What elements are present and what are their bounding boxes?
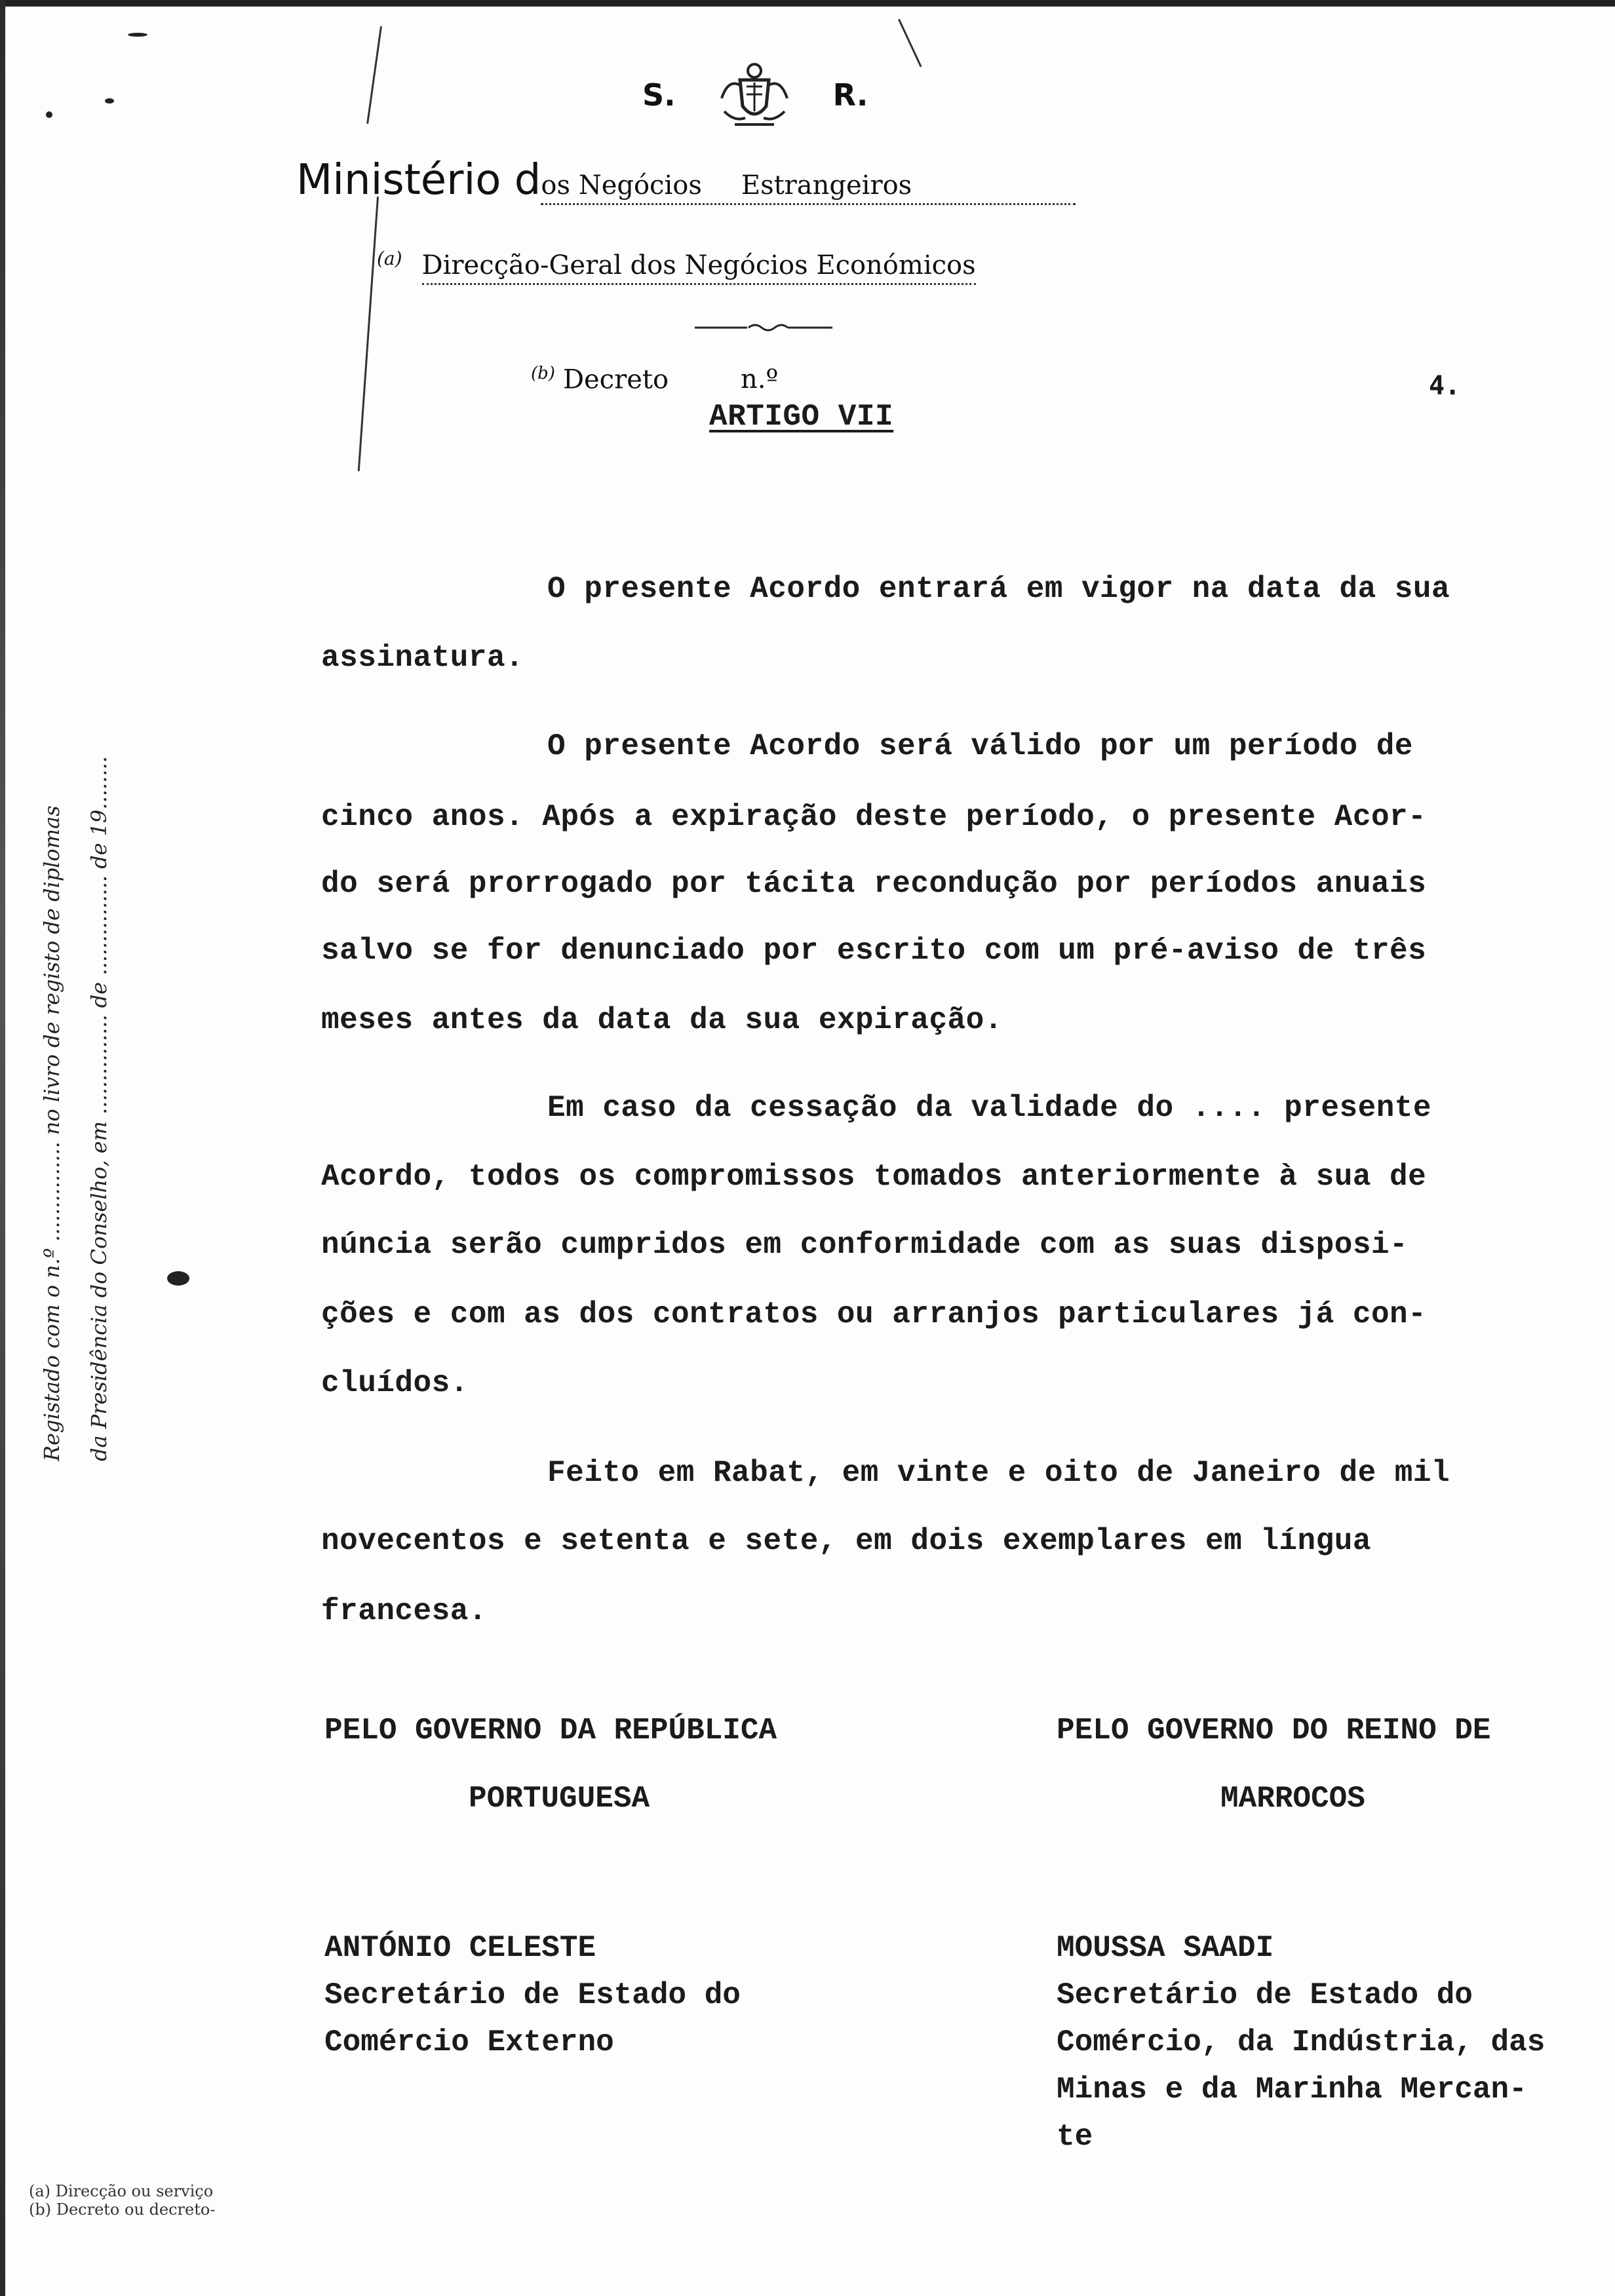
scan-mark <box>898 19 922 67</box>
direction-name: Direcção-Geral dos Negócios Económicos <box>422 250 976 285</box>
left-government-line1: PELO GOVERNO DA REPÚBLICA <box>324 1713 777 1748</box>
left-signatory-title1: Secretário de Estado do <box>324 1978 741 2012</box>
body-line: meses antes da data da sua expiração. <box>321 1003 1003 1037</box>
body-line: cinco anos. Após a expiração deste período, o presente Acor- <box>321 800 1427 834</box>
ministry-name-b: Estrangeiros <box>741 170 912 201</box>
scan-mark <box>366 26 382 124</box>
decree-marker: (b) <box>531 364 555 383</box>
right-signatory-name: MOUSSA SAADI <box>1057 1931 1274 1965</box>
left-government-line2: PORTUGUESA <box>469 1782 650 1816</box>
scan-speck <box>167 1271 189 1286</box>
decree-label: Decreto <box>562 364 669 395</box>
direction-marker: (a) <box>377 248 402 269</box>
body-line: Em caso da cessação da validade do .... presente <box>547 1091 1432 1125</box>
body-line: salvo se for denunciado por escrito com um pré-aviso de três <box>321 934 1427 968</box>
scan-speck <box>46 111 52 118</box>
letterhead-arms <box>642 59 868 131</box>
right-signatory-title3: Minas e da Marinha Mercan- <box>1057 2073 1527 2107</box>
registration-line2: da Presidência do Conselho, em ............... de ............... de 19........ <box>87 756 111 1461</box>
right-signatory-title4: te <box>1057 2120 1093 2154</box>
body-line: do será prorrogado por tácita recondução por períodos anuais <box>321 867 1427 901</box>
signatory-left <box>324 1712 777 2061</box>
signatory-right <box>1057 1712 1545 2156</box>
footnote-b: (b) Decreto ou decreto- <box>29 2200 216 2219</box>
body-line: Acordo, todos os compromissos tomados anteriormente à sua de <box>321 1160 1427 1194</box>
body-line: cluídos. <box>321 1366 469 1400</box>
letterhead-left-initial: S. <box>642 77 676 113</box>
body-line: O presente Acordo entrará em vigor na data da sua <box>547 572 1450 606</box>
ministry-title <box>296 156 1076 205</box>
body-line: núncia serão cumpridos em conformidade com as suas disposi- <box>321 1228 1409 1262</box>
body-line: ções e com as dos contratos ou arranjos particulares já con- <box>321 1297 1427 1331</box>
body-line: assinatura. <box>321 641 524 675</box>
registration-line1: Registado com o n.º ............... no livro de registo de diplomas <box>39 805 64 1461</box>
ministry-name-field <box>541 170 1076 205</box>
body-line: novecentos e setenta e sete, em dois exemplares em língua <box>321 1524 1371 1558</box>
registration-margin-note <box>39 622 118 1461</box>
ministry-name-a: os Negócios <box>541 170 702 201</box>
article-heading: ARTIGO VII <box>709 400 894 434</box>
ministry-prefix: Ministério d <box>296 156 541 204</box>
left-signatory-name: ANTÓNIO CELESTE <box>324 1931 596 1965</box>
footnotes <box>29 2182 215 2219</box>
scan-speck <box>128 33 147 37</box>
scan-speck <box>105 98 114 104</box>
body-line: Feito em Rabat, em vinte e oito de Janeiro de mil <box>547 1456 1450 1490</box>
page-number: 4. <box>1429 371 1461 401</box>
right-signatory-title1: Secretário de Estado do <box>1057 1978 1473 2012</box>
scan-left-edge <box>0 0 5 2296</box>
body-line: O presente Acordo será válido por um período de <box>547 729 1413 763</box>
direction-line <box>377 248 976 280</box>
right-signatory-title2: Comércio, da Indústria, das <box>1057 2025 1546 2059</box>
decree-line <box>531 364 778 394</box>
ornament-divider <box>695 321 832 334</box>
letterhead-right-initial: R. <box>832 77 868 113</box>
scan-mark <box>358 197 379 471</box>
body-line: francesa. <box>321 1594 487 1628</box>
right-government-line1: PELO GOVERNO DO REINO DE <box>1057 1713 1491 1748</box>
left-signatory-title2: Comércio Externo <box>324 2025 614 2059</box>
decree-number-label: n.º <box>741 364 779 395</box>
scan-top-edge <box>0 0 1615 7</box>
footnote-a: (a) Direcção ou serviço <box>29 2182 214 2200</box>
right-government-line2: MARROCOS <box>1220 1782 1365 1816</box>
coat-of-arms-icon <box>715 59 794 131</box>
